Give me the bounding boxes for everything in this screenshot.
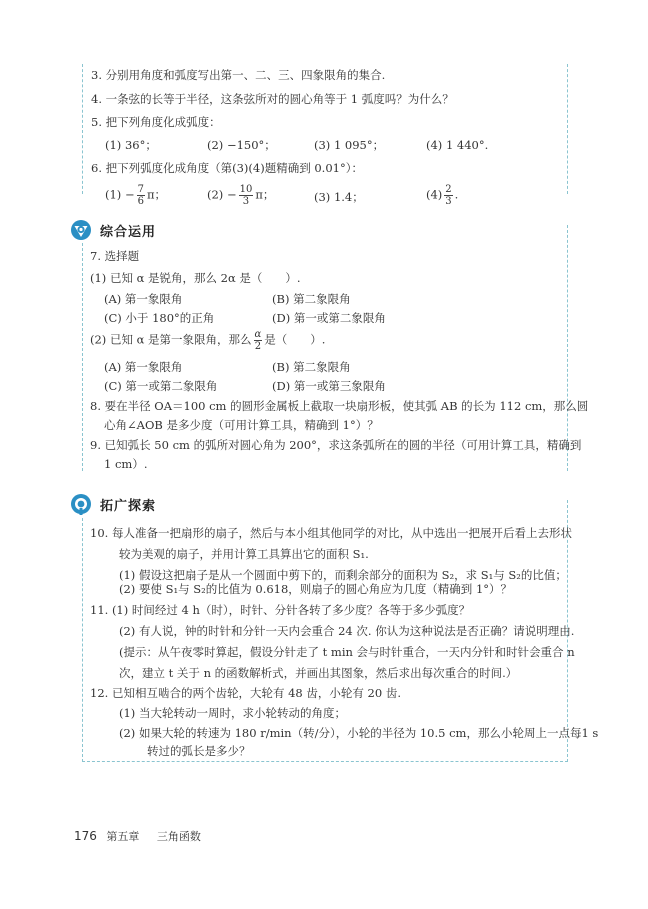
problem-9-line2: 1 cm）. (104, 457, 148, 471)
option-c: (C) 第一或第二象限角 (104, 379, 218, 393)
problem-8-line2: 心角∠AOB 是多少度（可用计算工具，精确到 1°）？ (104, 418, 379, 432)
problem-12-part1: (1) 当大轮转动一周时，求小轮转动的角度； (119, 706, 346, 720)
problem-12: 12. 已知相互啮合的两个齿轮，大轮有 48 齿，小轮有 20 齿. (90, 686, 401, 700)
exercise-box-comprehensive (82, 225, 589, 471)
problem-5: 5. 把下列角度化成弧度： (91, 115, 221, 129)
option-b: (B) 第二象限角 (272, 292, 351, 306)
option-c: (C) 小于 180°的正角 (104, 311, 215, 325)
problem-6-items (105, 178, 575, 207)
dashed-rail (82, 518, 83, 762)
problem-7: 7. 选择题 (90, 249, 140, 263)
problem-7-q2: (2) 已知 α 是第一象限角，那么 $\frac{\alpha}{2}$ 是（ ）. (90, 329, 326, 352)
problem-11-hint-line1: (提示：从午夜零时算起，假设分针走了 t min 会与时针重合，一天内分针和时针会重合 n (119, 645, 575, 659)
problem-6-item-4: (4) $\frac{2}{3}$ . (426, 184, 459, 207)
problem-11-part1: 11. (1) 时间经过 4 h（时），时针、分针各转了多少度？各等于多少弧度？ (90, 603, 471, 617)
problem-6-item-3: (3) 1.4； (314, 190, 364, 204)
fraction: $\frac{2}{3}$ (445, 184, 452, 207)
problem-8-line1: 8. 要在半径 OA＝100 cm 的圆形金属板上截取一块扇形板，使其弧 AB 的长为 112 cm，那么圆 (90, 399, 589, 413)
problem-7-q1: (1) 已知 α 是锐角，那么 2α 是（ ）. (90, 271, 301, 285)
chapter-label: 第五章 (106, 830, 140, 843)
problem-6-item-2: (2) − $\frac{10}{3}$ π； (207, 184, 275, 207)
problem-5-item-1: (1) 36°； (105, 138, 157, 152)
option-b: (B) 第二象限角 (272, 360, 351, 374)
fraction: $\frac{7}{6}$ (137, 184, 144, 207)
problem-11-hint-line2: 次，建立 t 关于 n 的函数解析式，并画出其图象，然后求出每次重合的时间.） (119, 666, 518, 680)
option-d: (D) 第一或第三象限角 (272, 379, 386, 393)
problem-3: 3. 分别用角度和弧度写出第一、二、三、四象限角的集合. (91, 68, 386, 82)
section-title: 拓广探索 (100, 498, 157, 514)
problem-12-part2-line2: 转过的弧长是多少？ (147, 744, 251, 758)
problem-10-line1: 10. 每人准备一把扇形的扇子，然后与本小组其他同学的对比，从中选出一把展开后看上去形状 (90, 526, 572, 540)
problem-9-line1: 9. 已知弧长 50 cm 的弧所对圆心角为 200°，求这条弧所在的圆的半径（可用计算工具，精确到 (90, 438, 582, 452)
problem-12-part2-line1: (2) 如果大轮的转速为 180 r/min（转/分），小轮的半径为 10.5 cm，那么小轮周上一点每1 s (119, 726, 599, 740)
problem-4: 4. 一条弦的长等于半径，这条弦所对的圆心角等于 1 弧度吗？为什么？ (91, 92, 454, 106)
problem-5-item-2: (2) −150°； (207, 138, 276, 152)
problem-11-part2: (2) 有人说，钟的时针和分针一天内会重合 24 次. 你认为这种说法是否正确？请说明理由. (119, 624, 575, 638)
dashed-rail (82, 243, 83, 471)
problem-5-item-4: (4) 1 440°. (426, 138, 489, 152)
option-a: (A) 第一象限角 (104, 360, 183, 374)
problem-10-line2: 较为美观的扇子，并用计算工具算出它的面积 S₁. (119, 547, 369, 561)
exercise-box-basic (82, 64, 568, 207)
fraction: $\frac{10}{3}$ (239, 184, 253, 207)
section-title: 综合运用 (100, 224, 157, 240)
page-footer (74, 828, 201, 844)
exercise-box-explore (82, 500, 599, 762)
page-number: 176 (74, 829, 97, 843)
problem-10-part1: (1) 假设这把扇子是从一个圆面中剪下的，而剩余部分的面积为 S₂，求 S₁与 S₂的比值； (119, 568, 567, 582)
problem-6: 6. 把下列弧度化成角度（第(3)(4)题精确到 0.01°）： (91, 161, 363, 175)
problem-10-part2: (2) 要使 S₁与 S₂的比值为 0.618，则扇子的圆心角应为几度（精确到 1°）？ (119, 582, 513, 596)
chapter-title: 三角函数 (156, 830, 201, 843)
problem-5-item-3: (3) 1 095°； (314, 138, 385, 152)
problem-6-item-1: (1) − $\frac{7}{6}$ π； (105, 184, 167, 207)
option-a: (A) 第一象限角 (104, 292, 183, 306)
fraction: $\frac{\alpha}{2}$ (254, 329, 262, 352)
option-d: (D) 第一或第二象限角 (272, 311, 386, 325)
